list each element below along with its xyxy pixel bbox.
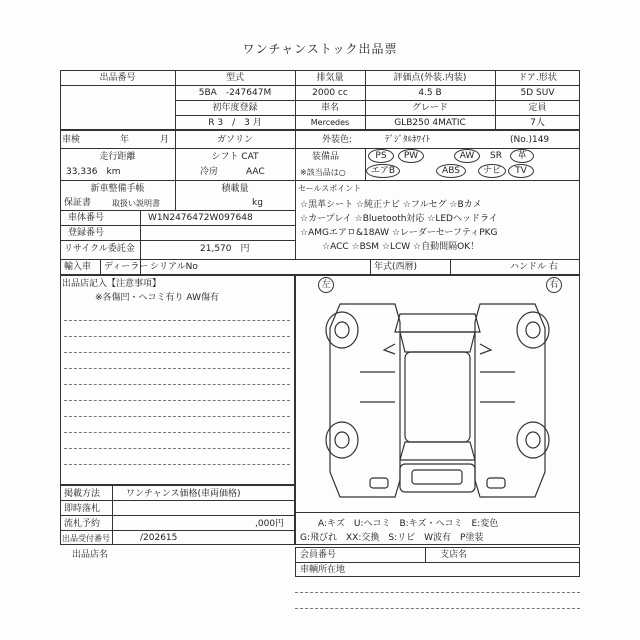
equip-leather: 革 [517, 151, 527, 161]
door-value: 5D SUV [520, 88, 555, 98]
handle-label: ハンドル 右 [510, 262, 558, 272]
recycle-value: 21,570 円 [200, 244, 250, 254]
shift-label: シフト CAT [211, 152, 259, 162]
vin-value: W1N2476472W097648 [148, 213, 253, 223]
reg-no-label: 登録番号 [68, 228, 105, 238]
fuel-value: ガソリン [216, 135, 253, 145]
inspection-month-label: 月 [160, 135, 170, 145]
lot-label: 出品番号 [99, 73, 136, 83]
make-value: Mercedes [310, 118, 350, 127]
notes-label: 出品店記入【注意事項】 [62, 279, 162, 289]
warranty-label: 保証書 [64, 198, 92, 208]
method-label: 掲載方法 [64, 489, 101, 499]
inspection-label: 車検 [62, 135, 81, 145]
model-value: 5BA -247647M [198, 88, 272, 98]
wheel-rear-left [326, 422, 358, 458]
notes-line-1: ※各傷凹・ヘコミ有り AW傷有 [95, 293, 219, 303]
reserve-label: 流札予約 [64, 519, 101, 529]
car-windshield [400, 332, 475, 352]
ac-label: 冷房 [200, 167, 219, 177]
sales-point-2: ☆カープレイ ☆Bluetooth対応 ☆LEDヘッドライ [300, 214, 498, 224]
location-label: 車輌所在地 [300, 565, 346, 575]
wheel-front-left [326, 312, 358, 348]
mileage-label: 走行距離 [99, 152, 136, 162]
inspection-year-label: 年 [120, 135, 130, 145]
right-mark: 右 [549, 280, 559, 290]
grade-label: グレード [411, 103, 448, 113]
car-front-top [395, 314, 480, 332]
equip-sr: SR [490, 151, 502, 161]
headlight-right [487, 478, 505, 488]
equip-ps: PS [375, 151, 387, 161]
year-type-label: 年式(西暦) [374, 262, 418, 272]
vin-label: 車体番号 [68, 213, 105, 223]
mileage-value: 33,336 km [66, 167, 121, 177]
first-reg-value: R 3 / 3 月 [208, 118, 262, 128]
car-right-side [475, 304, 545, 497]
model-label: 型式 [225, 73, 244, 83]
dealer-label: ディーラー [104, 262, 149, 272]
color-value: ﾃﾞｼﾞﾀﾙﾎﾜｲﾄ [385, 135, 431, 145]
wheel-rear-right [517, 422, 549, 458]
equip-abs: ABS [442, 166, 460, 176]
left-mark: 左 [321, 280, 331, 290]
ac-value: AAC [246, 167, 265, 177]
instant-label: 即時落札 [64, 504, 101, 514]
recycle-label: リサイクル委託金 [64, 244, 135, 254]
sales-point-3: ☆AMGエアロ&18AW ☆レーダーセーフティPKG [300, 228, 498, 238]
member-label: 会員番号 [300, 550, 337, 560]
equip-airbag: エアB [370, 166, 396, 176]
serial-label: シリアルNo [150, 262, 198, 272]
wheel-front-right [517, 312, 549, 348]
score-value: 4.5 B [418, 88, 442, 98]
displacement-label: 排気量 [316, 73, 344, 83]
notes-block [60, 275, 295, 485]
car-grille [412, 470, 462, 484]
grade-value: GLB250 4MATIC [394, 118, 466, 128]
equipment-label: 装備品 [312, 152, 340, 162]
method-value: ワンチャンス価格(車両価格) [126, 489, 241, 499]
headlight-left [370, 478, 388, 488]
car-rear-window [400, 442, 475, 460]
equip-aw: AW [459, 151, 475, 161]
load-label: 積載量 [221, 184, 249, 194]
capacity-value: 7人 [530, 118, 545, 128]
make-label: 車名 [320, 103, 339, 113]
color-label: 外装色: [322, 135, 353, 145]
import-label: 輸入車 [64, 262, 92, 272]
page-title: ワンチャンストック出品票 [242, 42, 398, 56]
store-label: 出品店名 [72, 550, 109, 560]
equip-pw: PW [403, 151, 419, 161]
first-reg-label: 初年度登録 [212, 103, 258, 113]
sales-point-4: ☆ACC ☆BSM ☆LCW ☆自動間隔OK！ [322, 242, 480, 252]
manual-label: 取扱い説明書 [112, 199, 160, 208]
branch-label: 支店名 [440, 550, 468, 560]
equip-tv: TV [515, 166, 527, 176]
sales-points-label: セールスポイント [298, 184, 362, 193]
equip-navi: ナビ [482, 166, 501, 176]
number-value: /202615 [140, 533, 178, 543]
equipment-note: ※該当品は○ [300, 168, 346, 177]
number-label: 出品受付番号 [62, 534, 110, 543]
new-car-docs-label: 新車整備手帳 [90, 184, 145, 194]
car-front-bumper [400, 464, 475, 492]
car-left-side [330, 304, 400, 497]
color-code: (No.)149 [510, 135, 550, 145]
reserve-value: ,000円 [255, 519, 285, 529]
legend-row-2: G:飛びれ XX:交換 S:リビ W波有 P塗装 [300, 533, 484, 543]
car-roof [405, 352, 470, 442]
sales-point-1: ☆黒革シート ☆純正ナビ ☆フルセグ ☆Bカメ [300, 200, 482, 210]
capacity-label: 定員 [528, 103, 547, 113]
displacement-value: 2000 cc [312, 88, 348, 98]
load-unit: kg [252, 198, 263, 208]
door-label: ドア.形状 [518, 73, 557, 83]
car-diagram [300, 292, 575, 510]
score-label: 評価点(外装.内装) [393, 73, 467, 83]
legend-row-1: A:キズ U:ヘコミ B:キズ・ヘコミ E:変色 [318, 519, 499, 529]
